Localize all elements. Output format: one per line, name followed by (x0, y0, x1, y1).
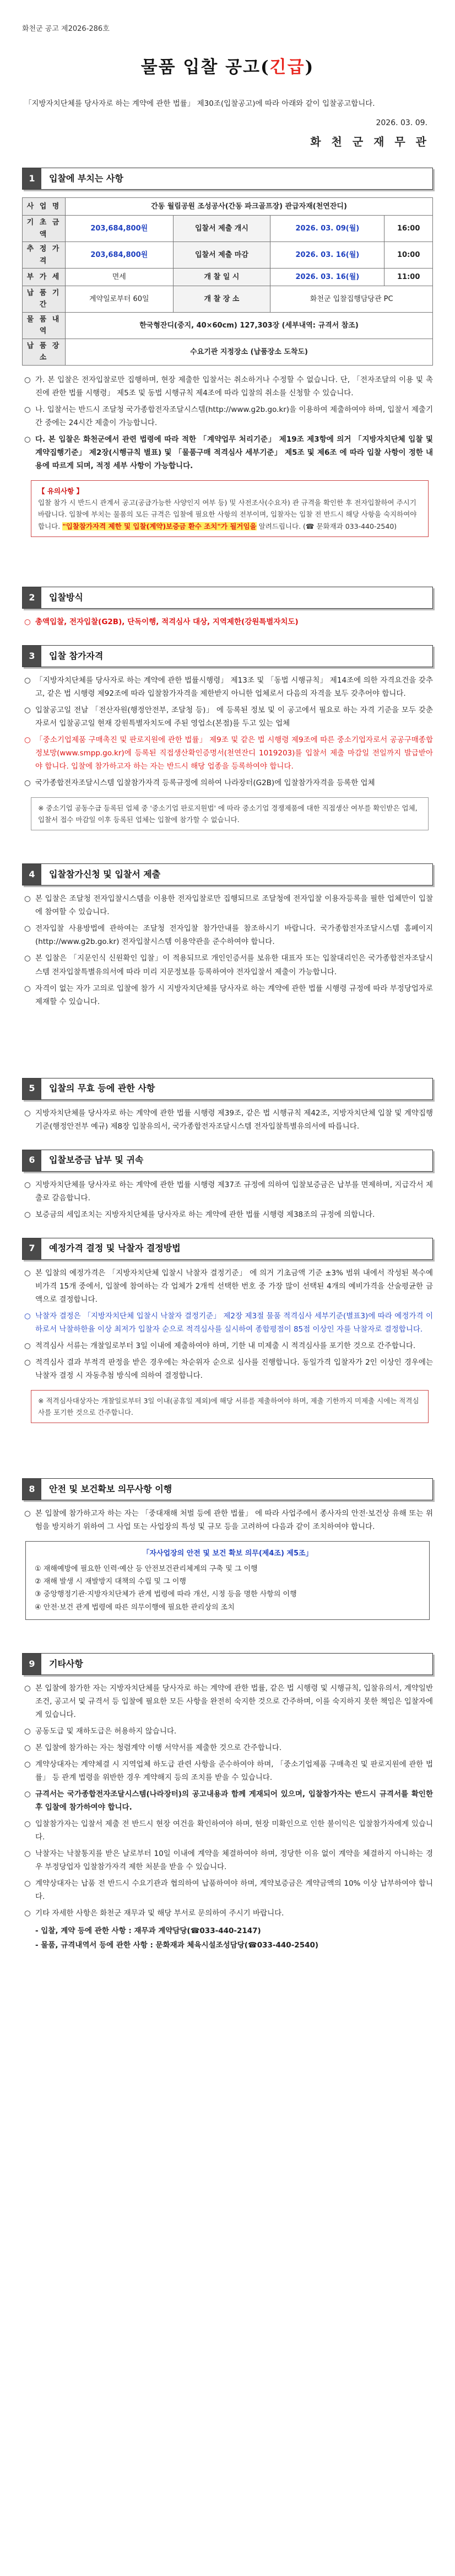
opening-date: 2026. 03. 16(월) (270, 269, 384, 286)
section-3-title: 입찰 참가자격 (49, 650, 104, 661)
caution-title: 【 유의사항 】 (38, 486, 84, 495)
section-4-list (22, 892, 433, 1008)
list-item: ○ 가. 본 입찰은 전자입찰로만 집행하며, 현장 제출한 입찰서는 취소하거나 수정할 수 없습니다. 단, 「전자조달의 이용 및 촉진에 관한 법률 시행령」 제5조 및 동법 시행규칙 제4조에 따라 입찰의 취소를 신청할 수 있습니다. (22, 373, 433, 400)
list-item: ④ 안전·보건 관계 법령에 따른 의무이행에 필요한 관리상의 조치 (35, 1603, 235, 1612)
list-item: ○ 낙찰자 결정은 「지방자치단체 입찰시 낙찰자 결정기준」 제2장 제3절 물품 적격심사 세부기준(별표3)에 따라 예정가격 이하로서 낙찰하한율 이상 최저가 입찰자 순으로 적격심사를 실시하여 종합평점이 85점 이상인 자를 낙찰자로 결정합니다. (22, 1310, 433, 1336)
section-6-title: 입찰보증금 납부 및 귀속 (49, 1155, 144, 1166)
list-item: ○ 적격심사 결과 부적격 판정을 받은 경우에는 차순위자 순으로 심사를 진행합니다. 동일가격 입찰자가 2인 이상인 경우에는 낙찰자 결정 시 자동추첨 방식에 의하여 결정합니다. (22, 1356, 433, 1382)
spacer (22, 1012, 433, 1061)
list-item: ① 재해예방에 필요한 인력·예산 등 안전보건관리체계의 구축 및 그 이행 (35, 1564, 258, 1573)
list-item: ○ 다. 본 입찰은 화천군에서 관련 법령에 따라 적한 「계약업무 처리기준」 제19조 제3항에 의거 「지방자치단체 입찰 및 계약집행기준」 제2장(시행규칙 별표) 및 「물품구매 적격심사 세부기준」 제5조 및 제6조 에 따라 입찰 사항이 정한 내용에 따르게 되며, 적정 세부 사항이 가능합니다. (22, 433, 433, 473)
list-item: ○ 계약상대자는 납품 전 반드시 수요기관과 협의하여 납품하여야 하며, 계약보증금은 계약금액의 10% 이상 납부하여야 합니다. (22, 1877, 433, 1903)
list-item: ○ 나. 입찰서는 반드시 조달청 국가종합전자조달시스템(http://www.g2b.go.kr)을 이용하여 제출하여야 하며, 입찰서 제출기간 중에는 24시간 제출이 가능합니다. (22, 403, 433, 430)
item-details: 한국형잔디(중지, 40×60cm) 127,303장 (세부내역: 규격서 참조) (66, 312, 433, 339)
row-label: 기 초 금 액 (23, 216, 66, 242)
section-7-header (22, 1238, 433, 1260)
safety-duty-title: 「자사업장의 안전 및 보건 확보 의무(제4조) 제5조」 (142, 1549, 313, 1558)
contact-info (22, 1924, 433, 1952)
table-row (23, 269, 433, 286)
section-7-number: 7 (23, 1238, 41, 1259)
row-label: 개 찰 장 소 (173, 286, 270, 313)
list-item: ○ 총액입찰, 전자입찰(G2B), 단독이행, 적격심사 대상, 지역제한(강원특별자치도) (22, 615, 433, 629)
section-8-title: 안전 및 보건확보 의무사항 이행 (49, 1484, 172, 1495)
section-5-header (22, 1078, 433, 1100)
list-item: ○ 계약상대자는 계약체결 시 지역업체 하도급 관련 사항을 준수하여야 하며, 「중소기업제품 구매촉진 및 판로지원에 관한 법률」 등 관계 법령을 위반한 경우 계약해지 등의 조치를 받을 수 있습니다. (22, 1758, 433, 1784)
delivery-place: 수요기관 지정장소 (납품장소 도착도) (66, 339, 433, 365)
contact-contract: - 입찰, 계약 등에 관한 사항 : 재무과 계약담당(☎033-440-2147) (35, 1926, 261, 1936)
submit-start-time: 16:00 (384, 216, 433, 242)
section-6-header (22, 1150, 433, 1172)
list-item: ○ 기타 자세한 사항은 화천군 재무과 및 해당 부서로 문의하여 주시기 바랍니다. (22, 1907, 433, 1920)
title-main: 물품 입찰 공고( (140, 57, 270, 78)
section-1-number: 1 (23, 168, 41, 189)
page-title (22, 53, 433, 82)
row-label: 입찰서 제출 마감 (173, 242, 270, 269)
list-item: ○ 지방자치단체를 당사자로 하는 계약에 관한 법률 시행령 제37조 규정에 의하여 입찰보증금은 납부를 면제하며, 지급각서 제출로 갈음합니다. (22, 1178, 433, 1205)
list-item: ○ 「중소기업제품 구매촉진 및 판로지원에 관한 법률」 제9조 및 같은 법 시행령 제9조에 따른 중소기업자로서 공공구매종합정보망(www.smpp.go.kr)에 등록된 직접생산확인증명서(천연잔디 1019203)를 입찰서 제출 마감일 전일까지 발급받아야 합니다. 입찰에 참가하고자 하는 자는 반드시 해당 업종을 등록하여야 합니다. (22, 733, 433, 773)
spacer (22, 1620, 433, 1636)
section-7-list (22, 1266, 433, 1382)
row-label: 부 가 세 (23, 269, 66, 286)
row-label: 입찰서 제출 개시 (173, 216, 270, 242)
section-9-title: 기타사항 (49, 1659, 83, 1670)
submit-end-date: 2026. 03. 16(월) (270, 242, 384, 269)
section-2-header (22, 587, 433, 609)
list-item: ○ 자격이 없는 자가 고의로 입찰에 참가 시 지방자치단체를 당사자로 하는 계약에 관한 법률 시행령 규정에 따라 부정당업자로 제재할 수 있습니다. (22, 982, 433, 1008)
list-item: ○ 본 입찰에 참가하고자 하는 자는 「중대재해 처벌 등에 관한 법률」 에 따라 사업주에서 종사자의 안전·보건상 유해 또는 위험을 방지하기 위하여 그 사업 또는 사업장의 특성 및 규모 등을 고려하여 다음과 같이 조치하여야 합니다. (22, 1507, 433, 1533)
section-2-list (22, 615, 433, 629)
row-label: 사 업 명 (23, 198, 66, 216)
section-7-title: 예정가격 결정 및 낙찰자 결정방법 (49, 1243, 181, 1254)
submit-end-time: 10:00 (384, 242, 433, 269)
row-label: 추 정 가 격 (23, 242, 66, 269)
table-row (23, 198, 433, 216)
row-label: 납 품 장 소 (23, 339, 66, 365)
section-9-number: 9 (23, 1654, 41, 1675)
section-6-number: 6 (23, 1150, 41, 1171)
project-name: 간동 월림공원 조성공사(간동 파크골프장) 관급자재(천연잔디) (66, 198, 433, 216)
spacer (22, 830, 433, 847)
section-9-header (22, 1653, 433, 1675)
list-item: ○ 본 입찰의 예정가격은 「지방자치단체 입찰시 낙찰자 결정기준」 에 의거 기초금액 기준 ±3% 범위 내에서 작성된 복수예비가격 15개 중에서, 입찰에 참여하는 각 업체가 2개씩 선택한 번호 중 가장 많이 선택된 4개의 예비가격을 산술평균한 금액으로 결정합니다. (22, 1266, 433, 1306)
notice-date: 2026. 03. 09. (376, 119, 427, 128)
section-6-list (22, 1178, 433, 1221)
list-item: ○ 입찰참가자는 입찰서 제출 전 반드시 현장 여건을 확인하여야 하며, 현장 미확인으로 인한 불이익은 입찰참가자에게 있습니다. (22, 1817, 433, 1844)
section-8-number: 8 (23, 1479, 41, 1500)
section-9-list (22, 1682, 433, 1920)
list-item: ○ 공동도급 및 재하도급은 허용하지 않습니다. (22, 1725, 433, 1738)
section-5-title: 입찰의 무효 등에 관한 사항 (49, 1083, 155, 1094)
list-item: ○ 낙찰자는 낙찰통지를 받은 날로부터 10일 이내에 계약을 체결하여야 하며, 정당한 이유 없이 계약을 체결하지 아니하는 경우 부정당업자 입찰참가자격 제한 처분을 받을 수 있습니다. (22, 1847, 433, 1874)
base-amount: 203,684,800원 (66, 216, 174, 242)
list-item: ○ 국가종합전자조달시스템 입찰참가자격 등록규정에 의하여 나라장터(G2B)에 입찰참가자격을 등록한 업체 (22, 776, 433, 790)
section-5-number: 5 (23, 1078, 41, 1099)
list-item: ○ 전자입찰 사용방법에 관하여는 조달청 전자입찰 참가안내를 참조하시기 바랍니다. 국가종합전자조달시스템 홈페이지(http://www.g2b.go.kr) 전자입찰시스템 이용약관을 준수하여야 합니다. (22, 922, 433, 948)
section-2-number: 2 (23, 587, 41, 608)
table-row (23, 339, 433, 365)
row-label: 물 품 내 역 (23, 312, 66, 339)
section-8-header (22, 1478, 433, 1500)
title-urgent: 긴급 (269, 57, 305, 78)
spacer (22, 1423, 433, 1462)
section-5-list (22, 1107, 433, 1133)
section-1-paragraphs (22, 373, 433, 473)
list-item: ○ 본 입찰은 조달청 전자입찰시스템을 이용한 전자입찰로만 집행되므로 조달청에 전자입찰 이용자등록을 필한 업체만이 입찰에 참여할 수 있습니다. (22, 892, 433, 919)
vat-value: 면세 (66, 269, 174, 286)
caution-highlight: "입찰참가자격 제한 및 입찰(계약)보증금 환수 조치"가 될거임을 (62, 522, 257, 530)
notice-number: 화천군 공고 제2026-286호 (22, 25, 110, 33)
list-item: ○ 본 입찰에 참가한 자는 지방자치단체를 당사자로 하는 계약에 관한 법률, 같은 법 시행령 및 시행규칙, 입찰유의서, 계약일반조건, 공고서 및 규격서 등 입찰에 필요한 모든 사항을 완전히 숙지한 것으로 간주하며, 이를 숙지하지 못한 책임은 입찰자에게 있습니다. (22, 1682, 433, 1721)
opening-time: 11:00 (384, 269, 433, 286)
intro-text: 「지방자치단체를 당사자로 하는 계약에 관한 법률」 제30조(입찰공고)에 따라 아래와 같이 입찰공고합니다. (24, 99, 375, 108)
section-4-header (22, 863, 433, 886)
section-7-note: ※ 적격심사대상자는 개찰일로부터 3일 이내(공휴일 제외)에 해당 서류를 제출하여야 하며, 제출 기한까지 미제출 시에는 적격심사를 포기한 것으로 간주합니다. (31, 1390, 429, 1424)
section-3-note: ※ 중소기업 공동수급 등록된 업체 중 '중소기업 판로지원법' 에 따라 중소기업 경쟁제품에 대한 직접생산 여부를 확인받은 업체, 입찰서 접수 마감일 이후 등록된 업체는 입찰에 참가할 수 없습니다. (31, 797, 429, 831)
list-item: ③ 중앙행정기관·지방자치단체가 관계 법령에 따라 개선, 시정 등을 명한 사항의 이행 (35, 1590, 297, 1599)
title-close: ) (305, 57, 315, 78)
caution-text: 입찰 참가 시 반드시 관계서 공고(공급가능한 사양인지 여부 등) 및 사전조사(수요자) 관 규격을 확인한 후 전자입찰하여 주시기 바랍니다. 입찰에 부치는 물품의 모든 규격은 입찰에 필요한 사항의 전부이며, 입찰자는 입찰 전 반드시 해당 사항을 숙지하여야 합니다. (38, 498, 417, 530)
section-3-list (22, 674, 433, 790)
notice-caution-box (31, 480, 429, 537)
bid-info-table (22, 197, 433, 365)
spacer (22, 537, 433, 570)
submit-start-date: 2026. 03. 09(월) (270, 216, 384, 242)
issuing-org: 화 천 군 재 무 관 (310, 135, 430, 149)
table-row (23, 286, 433, 313)
section-4-number: 4 (23, 864, 41, 885)
safety-duty-box (25, 1541, 430, 1620)
opening-place: 화천군 입찰집행담당관 PC (270, 286, 433, 313)
row-label: 납 품 기 간 (23, 286, 66, 313)
section-8-list (22, 1507, 433, 1533)
list-item: ○ 보증금의 세입조치는 지방자치단체를 당사자로 하는 계약에 관한 법률 시행령 제38조의 규정에 의합니다. (22, 1208, 433, 1221)
table-row (23, 242, 433, 269)
list-item: ○ 입찰공고일 전날 「전산자원(행정안전부, 조달청 등)」 에 등록된 정보 및 이 공고에서 필요로 하는 자격 기준을 모두 갖춘 자로서 입찰공고일 현재 강원특별자치도에 주된 영업소(본점)를 두고 있는 업체 (22, 704, 433, 730)
row-label: 개 찰 일 시 (173, 269, 270, 286)
list-item: ② 재해 발생 시 재발방지 대책의 수립 및 그 이행 (35, 1577, 186, 1586)
estimated-price: 203,684,800원 (66, 242, 174, 269)
list-item: ○ 본 입찰에 참가하는 자는 청렴계약 이행 서약서를 제출한 것으로 간주합니다. (22, 1741, 433, 1754)
table-row (23, 312, 433, 339)
section-2-title: 입찰방식 (49, 592, 83, 603)
section-1-title: 입찰에 부치는 사항 (49, 173, 123, 184)
delivery-period: 계약일로부터 60일 (66, 286, 174, 313)
list-item: ○ 본 입찰은 「지문인식 신원확인 입찰」이 적용되므로 개인인증서를 보유한 대표자 또는 입찰대리인은 국가종합전자조달시스템 전자입찰특별유의서에 따라 미리 지문정보를 등록하여야 전자입찰서 제출이 가능합니다. (22, 952, 433, 978)
section-3-number: 3 (23, 646, 41, 667)
contact-spec: - 물품, 규격내역서 등에 관한 사항 : 문화재과 체육시설조성담당(☎033-440-2540) (35, 1941, 319, 1950)
list-item: ○ 적격심사 서류는 개찰일로부터 3일 이내에 제출하여야 하며, 기한 내 미제출 시 적격심사를 포기한 것으로 간주합니다. (22, 1339, 433, 1353)
list-item: ○ 규격서는 국가종합전자조달시스템(나라장터)의 공고내용과 함께 게재되어 있으며, 입찰참가자는 반드시 규격서를 확인한 후 입찰에 참가하여야 합니다. (22, 1788, 433, 1814)
caution-tail: 알려드립니다. (☎ 문화재과 033-440-2540) (258, 522, 397, 530)
list-item: ○ 「지방자치단체를 당사자로 하는 계약에 관한 법률시행령」 제13조 및 「동법 시행규칙」 제14조에 의한 자격요건을 갖추고, 같은 법 시행령 제92조에 따라 입찰참가자격을 제한받지 아니한 업체로서 다음의 자격을 보두 갖추어야 합니다. (22, 674, 433, 700)
section-3-header (22, 645, 433, 667)
section-1-header (22, 168, 433, 190)
table-row (23, 216, 433, 242)
list-item: ○ 지방자치단체를 당사자로 하는 계약에 관한 법률 시행령 제39조, 같은 법 시행규칙 제42조, 지방자치단체 입찰 및 계약집행기준(행정안전부 예규) 제8장 입찰유의서, 국가종합전자조달시스템 전자입찰특별유의서에 따릅니다. (22, 1107, 433, 1133)
section-4-title: 입찰참가신청 및 입찰서 제출 (49, 869, 161, 880)
caution-body (38, 497, 421, 532)
